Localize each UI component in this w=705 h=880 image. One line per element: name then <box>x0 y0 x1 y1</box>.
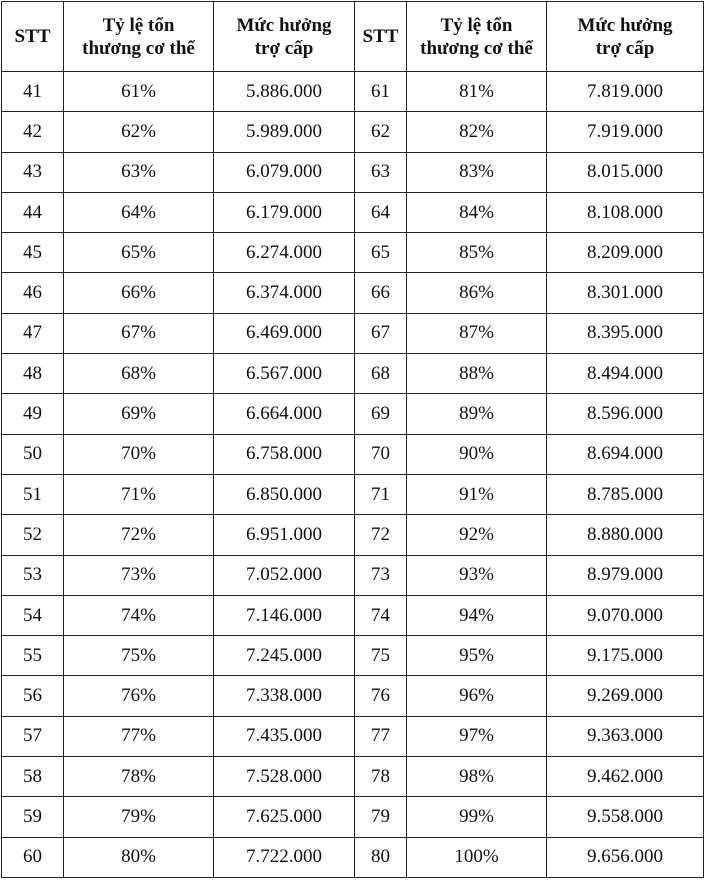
header-benefit-amount <box>214 2 355 72</box>
cell-injury-rate: 100% <box>407 837 547 877</box>
cell-injury-rate: 81% <box>407 72 547 112</box>
cell-benefit-amount: 8.880.000 <box>547 515 704 555</box>
cell-benefit-amount: 8.108.000 <box>547 192 704 232</box>
table-body <box>2 72 704 878</box>
cell-injury-rate: 88% <box>407 354 547 394</box>
cell-benefit-amount: 7.435.000 <box>214 716 355 756</box>
table-row <box>2 636 704 676</box>
cell-stt: 42 <box>2 112 64 152</box>
cell-stt: 71 <box>355 474 407 514</box>
cell-stt: 80 <box>355 837 407 877</box>
cell-benefit-amount: 7.245.000 <box>214 636 355 676</box>
cell-injury-rate: 96% <box>407 676 547 716</box>
cell-stt: 46 <box>2 273 64 313</box>
cell-stt: 47 <box>2 313 64 353</box>
cell-benefit-amount: 8.301.000 <box>547 273 704 313</box>
cell-benefit-amount: 9.462.000 <box>547 757 704 797</box>
table-row <box>2 152 704 192</box>
cell-injury-rate: 77% <box>64 716 214 756</box>
cell-injury-rate: 80% <box>64 837 214 877</box>
cell-stt: 62 <box>355 112 407 152</box>
cell-benefit-amount: 6.850.000 <box>214 474 355 514</box>
cell-stt: 58 <box>2 757 64 797</box>
header-benefit-amount <box>547 2 704 72</box>
header-stt <box>355 2 407 72</box>
table-row <box>2 72 704 112</box>
cell-stt: 78 <box>355 757 407 797</box>
cell-injury-rate: 73% <box>64 555 214 595</box>
cell-benefit-amount: 6.664.000 <box>214 394 355 434</box>
cell-benefit-amount: 6.179.000 <box>214 192 355 232</box>
cell-injury-rate: 87% <box>407 313 547 353</box>
cell-stt: 53 <box>2 555 64 595</box>
cell-benefit-amount: 8.979.000 <box>547 555 704 595</box>
cell-stt: 70 <box>355 434 407 474</box>
header-line: Mức hưởng <box>236 14 332 36</box>
cell-injury-rate: 91% <box>407 474 547 514</box>
cell-stt: 57 <box>2 716 64 756</box>
cell-stt: 66 <box>355 273 407 313</box>
cell-benefit-amount: 9.558.000 <box>547 797 704 837</box>
table-row <box>2 192 704 232</box>
cell-benefit-amount: 8.395.000 <box>547 313 704 353</box>
cell-injury-rate: 82% <box>407 112 547 152</box>
cell-stt: 41 <box>2 72 64 112</box>
cell-benefit-amount: 7.919.000 <box>547 112 704 152</box>
cell-stt: 50 <box>2 434 64 474</box>
cell-injury-rate: 75% <box>64 636 214 676</box>
cell-injury-rate: 65% <box>64 233 214 273</box>
table-row <box>2 273 704 313</box>
cell-stt: 49 <box>2 394 64 434</box>
cell-benefit-amount: 9.269.000 <box>547 676 704 716</box>
header-line: trợ cấp <box>254 37 314 59</box>
cell-injury-rate: 72% <box>64 515 214 555</box>
cell-stt: 73 <box>355 555 407 595</box>
cell-stt: 43 <box>2 152 64 192</box>
cell-stt: 48 <box>2 354 64 394</box>
cell-injury-rate: 83% <box>407 152 547 192</box>
cell-stt: 44 <box>2 192 64 232</box>
cell-benefit-amount: 8.494.000 <box>547 354 704 394</box>
cell-injury-rate: 85% <box>407 233 547 273</box>
table-row <box>2 434 704 474</box>
cell-benefit-amount: 8.785.000 <box>547 474 704 514</box>
cell-stt: 68 <box>355 354 407 394</box>
header-line: Tỷ lệ tổn <box>102 14 175 36</box>
cell-benefit-amount: 7.146.000 <box>214 595 355 635</box>
cell-injury-rate: 86% <box>407 273 547 313</box>
cell-injury-rate: 67% <box>64 313 214 353</box>
table-row <box>2 716 704 756</box>
cell-benefit-amount: 9.175.000 <box>547 636 704 676</box>
cell-stt: 79 <box>355 797 407 837</box>
table-row <box>2 474 704 514</box>
cell-injury-rate: 68% <box>64 354 214 394</box>
cell-benefit-amount: 7.819.000 <box>547 72 704 112</box>
cell-benefit-amount: 5.886.000 <box>214 72 355 112</box>
cell-injury-rate: 76% <box>64 676 214 716</box>
cell-stt: 45 <box>2 233 64 273</box>
table-row <box>2 515 704 555</box>
cell-stt: 67 <box>355 313 407 353</box>
benefit-table <box>1 1 704 878</box>
table-row <box>2 555 704 595</box>
cell-stt: 54 <box>2 595 64 635</box>
cell-benefit-amount: 6.567.000 <box>214 354 355 394</box>
cell-injury-rate: 66% <box>64 273 214 313</box>
cell-injury-rate: 62% <box>64 112 214 152</box>
header-line: thương cơ thể <box>82 37 195 59</box>
cell-stt: 55 <box>2 636 64 676</box>
cell-stt: 76 <box>355 676 407 716</box>
cell-injury-rate: 78% <box>64 757 214 797</box>
cell-stt: 72 <box>355 515 407 555</box>
table-row <box>2 313 704 353</box>
table-row <box>2 112 704 152</box>
cell-injury-rate: 98% <box>407 757 547 797</box>
header-line: trợ cấp <box>595 37 655 59</box>
cell-stt: 51 <box>2 474 64 514</box>
header-injury-rate <box>64 2 214 72</box>
cell-injury-rate: 90% <box>407 434 547 474</box>
table-row <box>2 354 704 394</box>
cell-injury-rate: 64% <box>64 192 214 232</box>
cell-injury-rate: 70% <box>64 434 214 474</box>
cell-stt: 64 <box>355 192 407 232</box>
cell-benefit-amount: 6.951.000 <box>214 515 355 555</box>
cell-stt: 56 <box>2 676 64 716</box>
cell-benefit-amount: 7.722.000 <box>214 837 355 877</box>
header-row <box>2 2 704 72</box>
header-line: Tỷ lệ tổn <box>440 14 513 36</box>
cell-injury-rate: 89% <box>407 394 547 434</box>
cell-stt: 69 <box>355 394 407 434</box>
cell-stt: 61 <box>355 72 407 112</box>
cell-benefit-amount: 9.070.000 <box>547 595 704 635</box>
cell-injury-rate: 71% <box>64 474 214 514</box>
cell-injury-rate: 84% <box>407 192 547 232</box>
cell-benefit-amount: 6.274.000 <box>214 233 355 273</box>
cell-benefit-amount: 8.694.000 <box>547 434 704 474</box>
cell-benefit-amount: 8.596.000 <box>547 394 704 434</box>
table-row <box>2 233 704 273</box>
table-row <box>2 394 704 434</box>
cell-stt: 52 <box>2 515 64 555</box>
cell-injury-rate: 97% <box>407 716 547 756</box>
table-row <box>2 797 704 837</box>
table-row <box>2 837 704 877</box>
cell-stt: 63 <box>355 152 407 192</box>
cell-benefit-amount: 6.079.000 <box>214 152 355 192</box>
header-line: STT <box>362 26 399 47</box>
cell-injury-rate: 61% <box>64 72 214 112</box>
cell-injury-rate: 94% <box>407 595 547 635</box>
cell-benefit-amount: 7.338.000 <box>214 676 355 716</box>
cell-injury-rate: 92% <box>407 515 547 555</box>
cell-benefit-amount: 7.528.000 <box>214 757 355 797</box>
cell-benefit-amount: 7.052.000 <box>214 555 355 595</box>
table-header <box>2 2 704 72</box>
header-injury-rate <box>407 2 547 72</box>
header-line: STT <box>14 26 51 47</box>
cell-stt: 77 <box>355 716 407 756</box>
cell-benefit-amount: 7.625.000 <box>214 797 355 837</box>
table-row <box>2 757 704 797</box>
table-row <box>2 595 704 635</box>
cell-benefit-amount: 5.989.000 <box>214 112 355 152</box>
cell-benefit-amount: 8.209.000 <box>547 233 704 273</box>
table-row <box>2 676 704 716</box>
cell-injury-rate: 99% <box>407 797 547 837</box>
cell-injury-rate: 63% <box>64 152 214 192</box>
header-line: Mức hưởng <box>577 14 673 36</box>
cell-injury-rate: 95% <box>407 636 547 676</box>
cell-stt: 75 <box>355 636 407 676</box>
cell-benefit-amount: 9.656.000 <box>547 837 704 877</box>
cell-benefit-amount: 6.374.000 <box>214 273 355 313</box>
cell-stt: 74 <box>355 595 407 635</box>
header-line: thương cơ thể <box>420 37 533 59</box>
cell-injury-rate: 79% <box>64 797 214 837</box>
cell-stt: 60 <box>2 837 64 877</box>
cell-injury-rate: 69% <box>64 394 214 434</box>
cell-benefit-amount: 6.469.000 <box>214 313 355 353</box>
cell-stt: 59 <box>2 797 64 837</box>
cell-injury-rate: 93% <box>407 555 547 595</box>
cell-injury-rate: 74% <box>64 595 214 635</box>
header-stt <box>2 2 64 72</box>
cell-benefit-amount: 8.015.000 <box>547 152 704 192</box>
cell-benefit-amount: 9.363.000 <box>547 716 704 756</box>
cell-stt: 65 <box>355 233 407 273</box>
cell-benefit-amount: 6.758.000 <box>214 434 355 474</box>
